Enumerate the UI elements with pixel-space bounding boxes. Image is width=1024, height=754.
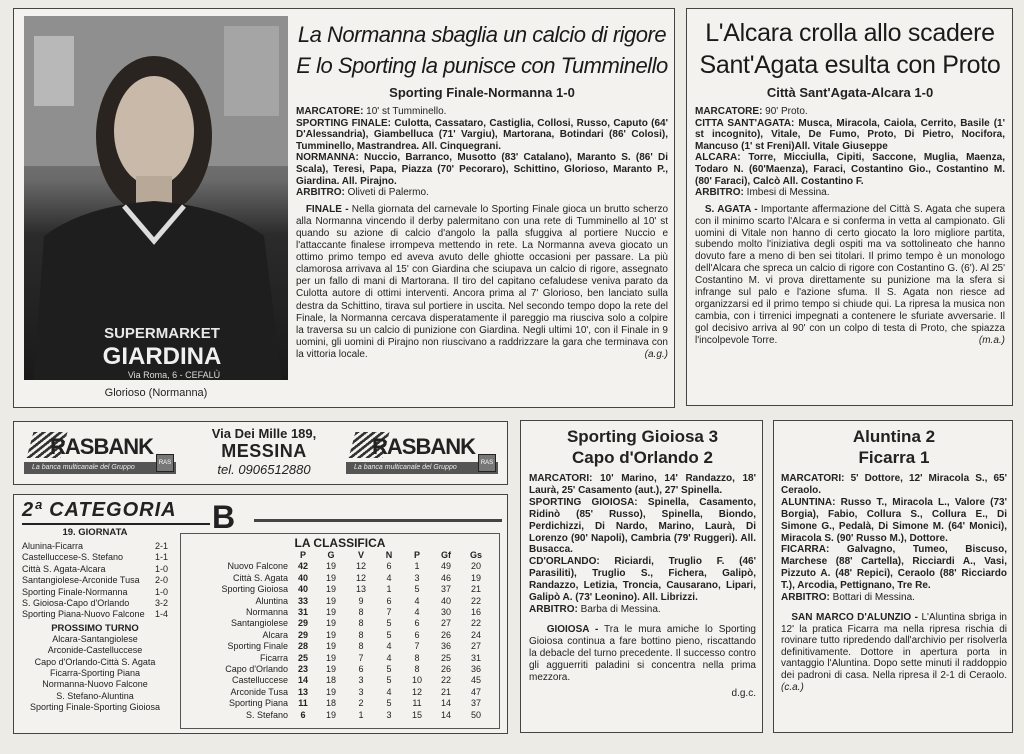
tabellino: MARCATORE: 90' Proto. CITTA SANT'AGATA: Musca, Miracola, Caiola, Cerrito, Basile (1' st incognito), Vitale, De Fumo, Proto, Di Pietro, Nocifora, Mancuso (1' st Freni)All. Vitale Giuseppe ALCARA: Torre, Micciulla, Cipiti, Saccone, Muglia, Maenza, Todaro N. (60'Maenza), Faraci, Costantino Gio., Costantino M. (80' Faraci), Calcò All. Costantino F. ARBITRO: Imbesi di Messina.: [695, 106, 1005, 199]
result-row: Sporting Finale-Normanna 1-0: [22, 586, 168, 597]
team-name: Ficarra: [259, 652, 288, 663]
standings-cell: 4: [414, 607, 420, 618]
standings-cell: 24: [470, 629, 481, 640]
team-name: S. Stefano: [245, 709, 288, 720]
result-row: Città S. Agata-Alcara 1-0: [22, 563, 168, 574]
standings-cell: 4: [386, 572, 392, 583]
standings-cell: 11: [298, 698, 308, 709]
ras-badge: RAS: [156, 454, 174, 472]
standings-cell: 3: [386, 709, 392, 720]
standings-cell: 19: [325, 584, 336, 595]
standings-cell: 4: [386, 641, 392, 652]
tabellino-line: NORMANNA: Nuccio, Barranco, Musotto (83' Catalano), Maranto S. (86' Di Scala), Teresi, Papa, Piazza (70' Pecoraro), Schittino, Glorioso, Maranto P., Giardina. All. Pirajno.: [296, 152, 668, 187]
standings-cell: 8: [358, 607, 364, 618]
headline-line-1: Aluntina 2: [852, 427, 936, 446]
headline-line-1: La Normanna sbaglia un calcio di rigore: [297, 22, 667, 47]
standings-cell: 8: [358, 618, 364, 629]
standings-cell: 19: [325, 686, 336, 697]
standings-row: [189, 607, 491, 618]
standings-row: [189, 584, 491, 595]
article-body: FINALE - Nella giornata del carnevale lo Sporting Finale gioca un brutto scherzo alla Normanna vincendo il derby palermitano con una rete di Tumminello al 10' st quando su azione di calcio d'angolo la palla sfuggiva al portiere Nuccio e l'attaccante finalese irrompeva mettendo in rete. La Normanna aveva giocato un ottimo primo tempo ed aveva avuto delle ghiotte occasioni per passare. La più clamorosa arrivava al 15' con Giardina che sciupava un calcio di rigore, assegnato per un fallo di mani di Martorana. Il tiro del capitano cefaludese veniva parato da Culotta autore di ottimi interventi. Ancora prima al 7' Glorioso, ben lanciato sulla destra da Schittino, tirava sul portiere in uscita. Nel secondo tempo dopo la rete del Finale, la Normanna cercava disperatamente il pareggio ma riusciva solo a colpire la traversa su un calcio di punizione con Giardina. Negli ultimi 10', con il Finale in 9 uomini, gli uomini di Pirajno non riuscivano a raddrizzare la gara che terminava con la vittoria locale. (a.g.): [296, 203, 669, 360]
standings-row: [189, 561, 491, 572]
standings-cell: 36: [470, 664, 481, 675]
standings-cell: 7: [386, 607, 392, 618]
match-subtitle: Città Sant'Agata-Alcara 1-0: [766, 85, 934, 100]
result-row: Castelluccese-S. Stefano 1-1: [22, 552, 168, 563]
standings-cell: 8: [358, 641, 364, 652]
standings-cell: 50: [470, 709, 481, 720]
standings-cell: 14: [297, 675, 308, 686]
standings-cell: 11: [412, 698, 422, 709]
standings-row: [189, 573, 491, 584]
brand-name: RASBANK: [50, 434, 153, 459]
standings-cell: 19: [325, 709, 336, 720]
standings-cell: 1: [386, 584, 392, 595]
standings-cell: 25: [297, 652, 308, 663]
standings-cell: 7: [358, 652, 364, 663]
giornata-label: 19. GIORNATA: [62, 527, 128, 538]
standings-cell: 21: [470, 584, 481, 595]
standings-cell: 37: [440, 584, 451, 595]
standings-cell: 12: [355, 561, 366, 572]
ad-phone: tel. 0906512880: [217, 462, 311, 477]
standings-cell: 5: [386, 675, 392, 686]
rasbank-logo-right: [342, 428, 502, 476]
standings-cell: 6: [414, 618, 420, 629]
standings-cell: 19: [325, 629, 336, 640]
headline-line-2: Sant'Agata esulta con Proto: [699, 51, 1001, 79]
headline-line-1: Sporting Gioiosa 3: [566, 427, 719, 446]
standings-cell: 26: [440, 664, 451, 675]
category-box: [13, 494, 508, 734]
headline-line-2: Capo d'Orlando 2: [572, 448, 713, 467]
team-name: Capo d'Orlando: [225, 664, 288, 675]
ad-city: MESSINA: [221, 441, 307, 461]
standings-cell: 3: [414, 572, 420, 583]
next-round-list: Alcara-Santangiolese Arconide-Castelluccese Capo d'Orlando-Città S. Agata Ficarra-Sporting Piana Normanna-Nuovo Falcone S. Stefano-Aluntina Sporting Finale-Sporting Gioiosa: [29, 633, 161, 713]
rasbank-logo-left: [20, 428, 180, 476]
standings-cell: 5: [386, 629, 392, 640]
standings-cell: 18: [325, 698, 336, 709]
ad-address: Via Dei Mille 189,: [211, 426, 317, 441]
standings-cell: 8: [414, 652, 420, 663]
standings-cell: 22: [470, 618, 481, 629]
brand-tagline: La banca multicanale del Gruppo: [346, 462, 498, 474]
standings-row: [189, 596, 491, 607]
standings-cell: 31: [297, 607, 308, 618]
article-body: GIOIOSA - Tra le mura amiche lo Sporting Gioiosa continua a fare bottino pieno, riscattando la debacle del turno precedente. Il successo contro gli agguerriti paladini si concentra nella prima mezzora. d.g.c.: [529, 623, 756, 700]
standings-cell: 46: [440, 572, 451, 583]
standings-cell: 9: [358, 595, 364, 606]
standings-cell: 20: [470, 561, 481, 572]
standings-cell: 25: [440, 652, 451, 663]
team-name: Sporting Finale: [227, 641, 288, 652]
brand-tagline: La banca multicanale del Gruppo: [24, 462, 176, 474]
tabellino-line: ARBITRO: Oliveti di Palermo.: [296, 187, 429, 199]
shirt-text-2: GIARDINA: [102, 343, 222, 370]
standings-cell: 19: [325, 652, 336, 663]
standings-cell: 6: [414, 629, 420, 640]
standings-cell: 10: [411, 675, 422, 686]
tabellino-line: MARCATORE: 10' st Tumminello.: [296, 106, 447, 117]
team-name: Santangiolese: [230, 618, 288, 629]
standings-row: [189, 641, 491, 652]
tabellino-line: SPORTING FINALE: Culotta, Cassataro, Castiglia, Collosi, Russo, Caputo (64' D'Alessandria), Giambelluca (71' Vargiu), Martorana, Botindari (86' Colosi), Tumminello, Mastrandrea. All. Cinquegrani.: [296, 117, 668, 152]
standings-cell: 49: [440, 561, 451, 572]
standings-cell: 5: [386, 618, 392, 629]
result-row: S. Gioiosa-Capo d'Orlando 3-2: [22, 598, 168, 609]
player-photo-illustration: [24, 16, 288, 380]
standings-cell: 28: [297, 641, 308, 652]
standings-cell: 5: [386, 664, 392, 675]
standings-cell: 40: [297, 572, 308, 583]
standings-cell: 13: [297, 686, 308, 697]
standings-cell: 6: [386, 595, 392, 606]
article-normanna: [13, 8, 675, 408]
match-subtitle: Sporting Finale-Normanna 1-0: [389, 85, 575, 100]
team-name: Città S. Agata: [232, 572, 288, 583]
standings-cell: 5: [414, 584, 420, 595]
standings-cell: 12: [355, 572, 366, 583]
article-gioiosa: [520, 420, 763, 733]
standings-cell: 14: [440, 698, 451, 709]
team-name: Aluntina: [255, 595, 288, 606]
standings-cell: 31: [470, 652, 481, 663]
standings-cell: 29: [297, 618, 308, 629]
standings-cell: 26: [440, 629, 451, 640]
standings-cell: 19: [325, 607, 336, 618]
brand-name: RASBANK: [372, 434, 475, 459]
standings-cell: 22: [440, 675, 451, 686]
standings-cell: 12: [411, 686, 422, 697]
standings-cell: 30: [440, 607, 451, 618]
article-alcara: [686, 8, 1013, 406]
standings-row: [189, 618, 491, 629]
standings-cell: 27: [470, 641, 481, 652]
standings-cell: 1: [358, 709, 364, 720]
article-body: S. AGATA - Importante affermazione del Città S. Agata che supera con il minimo scarto l'Alcara e si conferma in vetta al campionato. Gli uomini di Vitale non hanno di certo giocato la loro migliore partita, subendo molto l'iniziativa degli ospiti ma va sottolineato che hanno dovuto fare a meno di ben sei titolari. Il primo tempo è un monologo dell'Alcara che spreca un calcio di rigore con Costantino G. (6'). Al 25' Costantino M. vi prova direttamente su punizione ma la sfera si infrange sul palo e l'azione sfuma. Il S. Agata non riesce ad organizzarsi ed il primo tempo si chiude qui. La ripresa la musica non cambia, con i tirrenici impegnati a contenere le sfuriate avversarie. Il gol decisivo arriva al 90' con un colpo di testa di Proto, che spiazza l'incolpevole Torre. (m.a.): [695, 203, 1006, 346]
standings-row: [189, 698, 491, 709]
tabellino: MARCATORI: 5' Dottore, 12' Miracola S., 65' Ceraolo. ALUNTINA: Russo T., Miracola L., Valore (73' Borgia), Fabio, Collura S., Collura E., Di Simone G., Pedalà, Di Simone M. (64' Monici), Miracola S. (90' Russo M.), Dottore. FICARRA: Galvagno, Tumeo, Biscuso, Marchese (88' Cartella), Ricciardi A., Vasi, Pizzuto A. (48' Repici), Ceraolo (88' Ricciardo T.), Arcodia, Pettignano, Tre Re. ARBITRO: Bottari di Messina.: [781, 473, 1007, 604]
shirt-text-3: Via Roma, 6 - CEFALÙ: [127, 370, 221, 380]
standings-cell: 4: [386, 686, 392, 697]
standings-cell: 18: [325, 675, 336, 686]
standings-cell: 23: [297, 664, 308, 675]
standings-cell: 7: [414, 641, 420, 652]
standings-cell: 8: [414, 664, 420, 675]
standings-row: [189, 675, 491, 686]
standings-header: P G V N P Gf Gs: [299, 550, 482, 560]
standings-cell: 19: [325, 618, 336, 629]
standings-cell: 1: [414, 561, 420, 572]
next-round-title: PROSSIMO TURNO: [51, 622, 139, 634]
standings-cell: 2: [358, 698, 364, 709]
team-name: Nuovo Falcone: [227, 561, 288, 572]
standings-cell: 19: [325, 572, 336, 583]
ras-badge: RAS: [478, 454, 496, 472]
standings-box: [180, 533, 500, 729]
team-name: Sporting Gioiosa: [221, 584, 288, 595]
standings-row: [189, 630, 491, 641]
headline-line-2: Ficarra 1: [858, 448, 930, 467]
standings-cell: 42: [297, 561, 308, 572]
player-photo: [24, 16, 288, 380]
standings-cell: 14: [440, 709, 451, 720]
standings-cell: 15: [411, 709, 422, 720]
article-aluntina: [773, 420, 1013, 733]
tabellino: [296, 106, 668, 199]
team-name: Arconide Tusa: [230, 686, 288, 697]
signature: (m.a.): [978, 334, 1005, 346]
signature: (a.g.): [644, 348, 668, 360]
standings-cell: 40: [440, 595, 451, 606]
standings-cell: 4: [386, 652, 392, 663]
standings-row: [189, 653, 491, 664]
standings-cell: 5: [386, 698, 392, 709]
standings-cell: 3: [358, 686, 364, 697]
team-name: Alcara: [262, 629, 288, 640]
standings-cell: 3: [358, 675, 364, 686]
standings-cell: 19: [470, 572, 481, 583]
standings-cell: 19: [325, 641, 336, 652]
rasbank-ad: [13, 421, 508, 485]
standings-cell: 6: [358, 664, 364, 675]
shirt-text-1: SUPERMARKET: [104, 325, 220, 342]
result-row: Alunina-Ficarra 2-1: [22, 541, 168, 551]
standings-cell: 16: [470, 607, 481, 618]
standings-cell: 47: [470, 686, 481, 697]
standings-table: [189, 550, 491, 721]
standings-cell: 27: [440, 618, 451, 629]
standings-row: [189, 664, 491, 675]
headline-line-2: E lo Sporting la punisce con Tumminello: [296, 53, 668, 78]
standings-row: [189, 687, 491, 698]
standings-cell: 19: [325, 561, 336, 572]
standings-row: [189, 710, 491, 721]
category-title: 2ª CATEGORIA: [22, 499, 177, 521]
standings-cell: 36: [440, 641, 451, 652]
tabellino: MARCATORI: 10' Marino, 14' Randazzo, 18' Laurà, 25' Casamento (aut.), 27' Spinella. SPORTING GIOIOSA: Spinella, Casamento, Ridinò (85' Russo), Spinella, Biondo, Perdichizzi, Di Nardo, Marino, Laurà, Di Lorenzo (90' Napoli), Cambria (79' Ruggeri). All. Busacca. CD'ORLANDO: Riciardi, Truglio F. (46' Parasiliti), Truglio S., Fichera, Galipò, Randazzo, Letizia, Troncia, Causarano, Lipari, Galipò A. (73' Leonino). All. Librizzi. ARBITRO: Barba di Messina.: [529, 473, 756, 615]
signature: (c.a.): [781, 681, 804, 693]
standings-title: LA CLASSIFICA: [294, 536, 386, 550]
standings-cell: 45: [470, 675, 481, 686]
result-row: Sporting Piana-Nuovo Falcone 1-4: [22, 609, 168, 620]
result-row: Santangiolese-Arconide Tusa 2-0: [22, 575, 168, 586]
standings-cell: 6: [300, 709, 306, 720]
standings-cell: 37: [470, 698, 481, 709]
team-name: Castelluccese: [231, 675, 288, 686]
standings-cell: 13: [355, 584, 366, 595]
category-letter: B: [212, 499, 236, 535]
headline-line-1: L'Alcara crolla allo scadere: [705, 19, 995, 47]
standings-cell: 19: [325, 664, 336, 675]
standings-cell: 40: [297, 584, 308, 595]
standings-cell: 33: [297, 595, 308, 606]
team-name: Sporting Piana: [228, 698, 288, 709]
team-name: Normanna: [245, 607, 288, 618]
standings-cell: 6: [386, 561, 392, 572]
photo-caption: Glorioso (Normanna): [104, 387, 208, 399]
standings-cell: 8: [358, 629, 364, 640]
article-body: SAN MARCO D'ALUNZIO - L'Aluntina sbriga in 12' la pratica Ficarra ma nella ripresa rischia di rovinare tutto ripredendo dall'archivio per risolverla definitivamente. Dottore in apertura porta in vantaggio l'Aluntina. Dopo sette minuti il raddoppio dei padroni di casa. Nella ripresa il 2-1 di Ceraolo. (c.a.): [781, 611, 1007, 693]
standings-cell: 21: [440, 686, 451, 697]
standings-cell: 19: [325, 595, 336, 606]
signature: d.g.c.: [731, 688, 756, 700]
standings-cell: 22: [470, 595, 481, 606]
standings-cell: 29: [297, 629, 308, 640]
standings-cell: 4: [414, 595, 420, 606]
